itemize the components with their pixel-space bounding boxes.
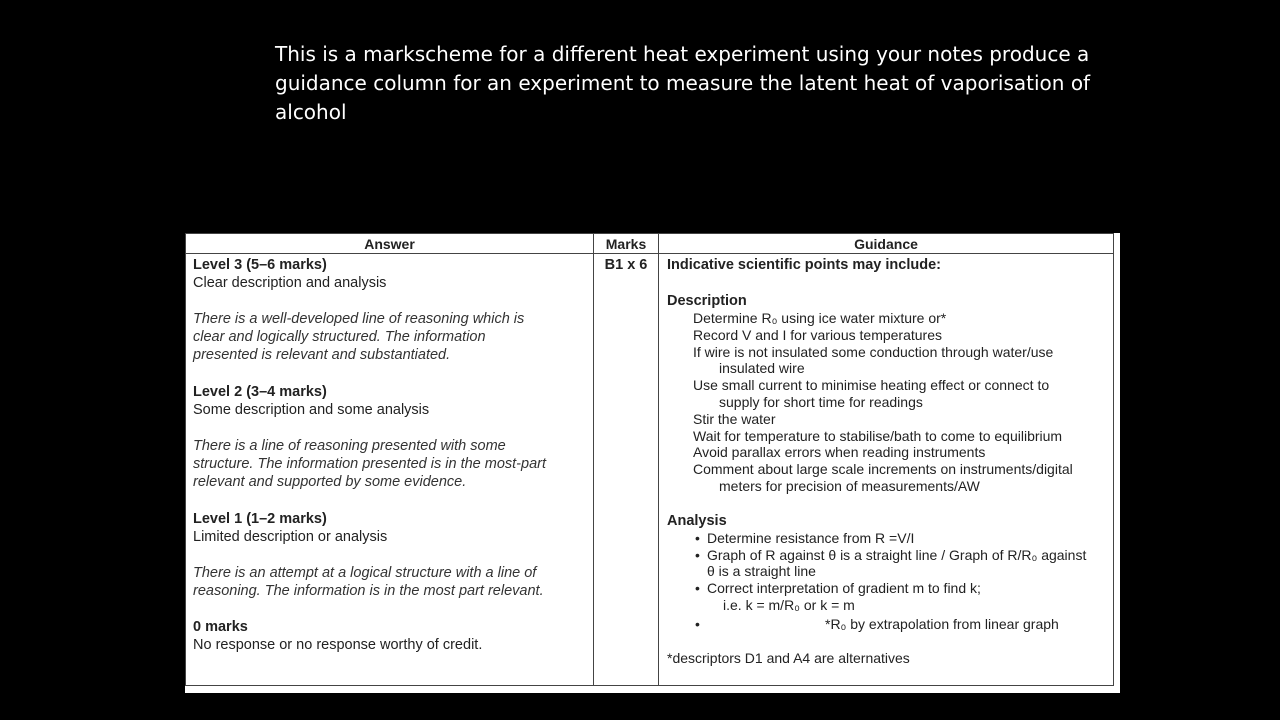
description-line: Stir the water — [693, 410, 776, 427]
header-divider — [186, 253, 1113, 254]
level-summary: Some description and some analysis — [193, 402, 430, 418]
analysis-line: Correct interpretation of gradient m to find k; — [707, 580, 981, 597]
analysis-line: θ is a straight line — [707, 563, 816, 580]
level-2 — [193, 383, 588, 491]
description-line: Record V and I for various temperatures — [693, 326, 943, 343]
analysis-bullet — [667, 580, 1107, 614]
analysis-line: Graph of R against θ is a straight line / Graph of R/R₀ against — [707, 546, 1087, 563]
level-title: 0 marks — [193, 619, 248, 635]
analysis-line: *R₀ by extrapolation from linear graph — [825, 615, 1059, 632]
guidance-intro: Indicative scientific points may include: — [667, 257, 941, 273]
analysis-bullet — [667, 530, 1107, 547]
header-answer: Answer — [364, 236, 415, 252]
analysis-heading: Analysis — [667, 512, 727, 529]
slide-instruction: This is a markscheme for a different heat experiment using your notes produce a guidance column for an experiment to measure the latent heat of vaporisation of alcohol — [275, 42, 1091, 124]
level-detail-line: There is an attempt at a logical structure with a line of — [193, 565, 537, 581]
analysis-bullet — [667, 616, 1107, 633]
level-detail-line: clear and logically structured. The information — [193, 329, 486, 345]
level-detail-line: There is a well-developed line of reasoning which is — [193, 311, 525, 327]
column-divider — [593, 234, 594, 685]
bullet-icon: • — [695, 529, 700, 546]
bullet-icon: • — [695, 546, 700, 563]
analysis-line: i.e. k = m/R₀ or k = m — [723, 596, 855, 613]
marks-value: B1 x 6 — [604, 257, 648, 273]
level-3 — [193, 256, 588, 364]
description-line: If wire is not insulated some conduction through water/use — [693, 343, 1054, 360]
level-summary: Limited description or analysis — [193, 529, 388, 545]
description-line: Determine R₀ using ice water mixture or* — [693, 310, 947, 326]
analysis-bullet — [667, 547, 1107, 581]
answer-column — [193, 256, 588, 654]
description-line: insulated wire — [719, 360, 805, 377]
description-line: supply for short time for readings — [719, 393, 923, 410]
bullet-icon: • — [695, 580, 700, 597]
level-title: Level 3 (5–6 marks) — [193, 257, 327, 273]
level-detail-line: There is a line of reasoning presented with some — [193, 438, 506, 454]
header-marks: Marks — [605, 236, 647, 252]
description-heading: Description — [667, 293, 747, 309]
level-detail-line: presented is relevant and substantiated. — [193, 347, 451, 363]
markscheme-image — [185, 233, 1120, 693]
level-summary: Clear description and analysis — [193, 275, 387, 291]
header-guidance: Guidance — [854, 236, 918, 252]
analysis-line: Determine resistance from R =V/I — [707, 529, 915, 546]
markscheme-table — [185, 233, 1114, 686]
guidance-column — [667, 256, 1107, 666]
level-title: Level 2 (3–4 marks) — [193, 384, 327, 400]
guidance-footnote: *descriptors D1 and A4 are alternatives — [667, 649, 910, 666]
level-summary: No response or no response worthy of credit. — [193, 637, 483, 653]
level-0 — [193, 618, 588, 654]
column-divider — [658, 234, 659, 685]
level-1 — [193, 510, 588, 600]
level-detail-line: reasoning. The information is in the most part relevant. — [193, 583, 544, 599]
description-line: Wait for temperature to stabilise/bath to come to equilibrium — [693, 427, 1063, 444]
description-line: Comment about large scale increments on instruments/digital — [693, 461, 1073, 478]
description-line: Avoid parallax errors when reading instruments — [693, 444, 986, 461]
bullet-icon: • — [695, 615, 700, 632]
level-detail-line: structure. The information presented is in the most-part — [193, 456, 546, 472]
description-line: meters for precision of measurements/AW — [719, 477, 980, 494]
level-detail-line: relevant and supported by some evidence. — [193, 474, 467, 490]
description-line: Use small current to minimise heating effect or connect to — [693, 377, 1050, 394]
level-title: Level 1 (1–2 marks) — [193, 511, 327, 527]
